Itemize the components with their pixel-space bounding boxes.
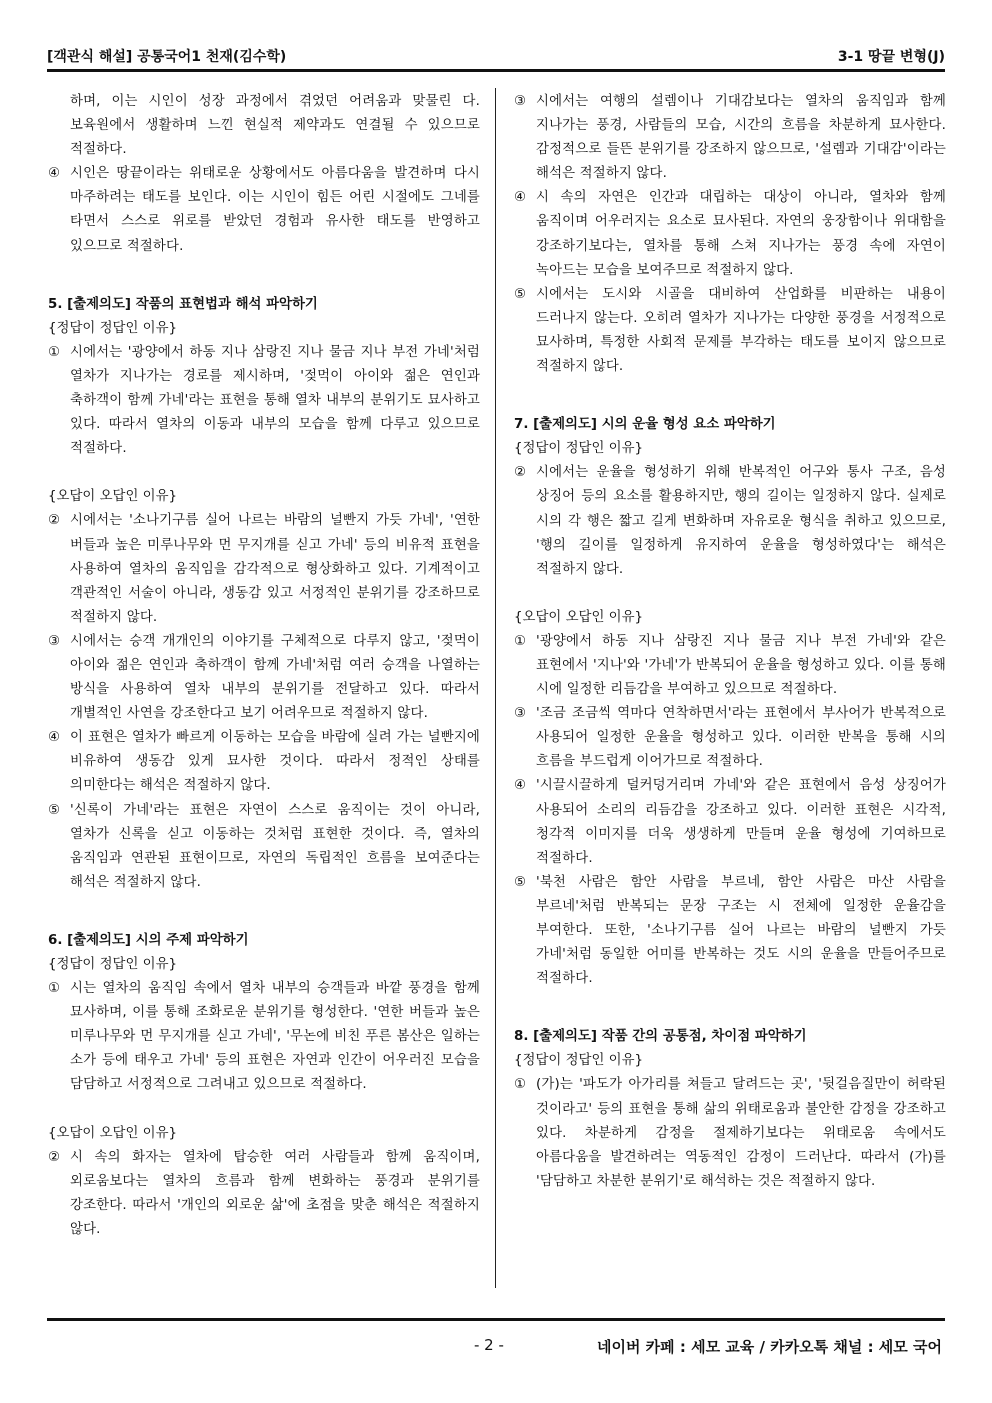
- item-text: 시에서는 승객 개개인의 이야기를 구체적으로 다루지 않고, '젖먹이 아이와 젊은 연인과 축하객이 함께 가네'처럼 여러 승객을 나열하는 방식을 사용하여 열차 내부의 분위기를 전달하고 있다. 따라서 개별적인 사연을 강조한다고 보기 어려우므로 적절하지 않다.: [70, 633, 480, 722]
- item-text: '광양에서 하동 지나 삼랑진 지나 물금 지나 부전 가네'와 같은 표현에서 '지나'와 '가네'가 반복되어 운율을 형성하고 있다. 이를 통해 시에 일정한 리듬감을 부여하고 있으므로 적절하다.: [536, 633, 946, 698]
- item-text: '신록이 가네'라는 표현은 자연이 스스로 움직이는 것이 아니라, 열차가 신록을 싣고 이동하는 것처럼 표현한 것이다. 즉, 열차의 움직임과 연관된 표현이므로, 자연의 독립적인 흐름을 보여준다는 해석은 적절하지 않다.: [70, 802, 480, 890]
- item-text: 시에서는 '소나기구름 실어 나르는 바람의 널빤지 가듯 가네', '연한 버들과 높은 미루나무와 먼 무지개를 싣고 가네' 등의 비유적 표현을 사용하여 열차의 움직임을 감각적으로 형상화하고 있다. 기계적이고 객관적인 서술이 아니라, 생동감 있고 서정적인 분위기를 강조하므로 적절하지 않다.: [70, 513, 480, 625]
- item-number: ⑤: [48, 802, 61, 818]
- item-number: ⑤: [514, 874, 527, 890]
- answer-item: [48, 977, 480, 1097]
- item-text: 시인은 땅끝이라는 위태로운 상황에서도 아름다움을 발견하며 다시 마주하려는 태도를 보인다. 이는 시인이 힘든 어린 시절에도 그네를 타면서 스스로 위로를 받았던 경험과 유사한 태도를 반영하고 있으므로 적절하다.: [70, 166, 480, 254]
- correct-reason-label: {정답이 정답인 이유}: [48, 320, 178, 336]
- item-number: ④: [48, 730, 61, 746]
- item-number: ①: [514, 633, 527, 649]
- item-text: 시는 열차의 움직임 속에서 열차 내부의 승객들과 바깥 풍경을 함께 묘사하며, 이를 통해 조화로운 분위기를 형성한다. '연한 버들과 높은 미루나무와 먼 무지개를 싣고 가네', '무논에 비친 푸른 봄산은 일하는 소가 등에 태우고 가네' 등의 표현은 자연과 인간이 어우러진 모습을 담담하고 서정적으로 그려내고 있으므로 적절하다.: [70, 981, 480, 1093]
- question-title: 6. [출제의도] 시의 주제 파악하기: [48, 932, 249, 948]
- item-number: ①: [48, 344, 61, 360]
- item-text: (가)는 '파도가 아가리를 쳐들고 달려드는 곳', '뒷걸음질만이 허락된 것이라고' 등의 표현을 통해 삶의 위태로움과 불안한 감정을 강조하고 있다. 차분하게 감정을 절제하기보다는 위태로움 속에서도 아름다움을 발견하려는 역동적인 감정이 드러난다. 따라서 (가)를 '담담하고 차분한 분위기'로 해석하는 것은 적절하지 않다.: [536, 1077, 946, 1189]
- item-number: ①: [48, 981, 61, 997]
- item-number: ①: [514, 1077, 527, 1093]
- answer-item: [514, 283, 946, 379]
- answer-item: [48, 509, 480, 629]
- question-title: 7. [출제의도] 시의 운율 형성 요소 파악하기: [514, 417, 776, 433]
- page-number: - 2 -: [474, 1336, 504, 1354]
- page-header: [47, 44, 945, 68]
- right-column: [514, 90, 946, 1194]
- item-number: ③: [514, 94, 527, 109]
- item-number: ②: [48, 1149, 61, 1165]
- item-text: 시에서는 운율을 형성하기 위해 반복적인 어구와 통사 구조, 음성 상징어 등의 요소를 활용하지만, 행의 길이는 일정하지 않다. 실제로 시의 각 행은 짧고 길게 변화하며 자유로운 형식을 취하고 있으므로, '행의 길이를 일정하게 유지하여 운율을 형성하였다'는 해석은 적절하지 않다.: [536, 465, 946, 577]
- item-text: 시에서는 도시와 시골을 대비하여 산업화를 비판하는 내용이 드러나지 않는다. 오히려 열차가 지나가는 다양한 풍경을 서정적으로 묘사하며, 특정한 사회적 문제를 부각하는 태도를 보이지 않으므로 적절하지 않다.: [536, 286, 946, 375]
- answer-item: [48, 162, 480, 258]
- footer-channel-info: 네이버 카페 : 세모 교육 / 카카오톡 채널 : 세모 국어: [596, 1338, 942, 1356]
- item-number: ②: [514, 465, 527, 481]
- answer-item: [514, 871, 946, 991]
- answer-item: [48, 726, 480, 798]
- answer-item: [514, 1073, 946, 1193]
- wrong-reason-label: {오답이 오답인 이유}: [514, 609, 644, 625]
- item-text: '조금 조금씩 역마다 연착하면서'라는 표현에서 부사어가 반복적으로 사용되어 일정한 운율을 형성하고 있다. 이러한 반복을 통해 시의 흐름을 부드럽게 이어가므로 적절하다.: [536, 706, 946, 770]
- header-rule: [47, 69, 945, 72]
- answer-item: [48, 1146, 480, 1242]
- answer-item: [514, 461, 946, 581]
- item-number: ④: [514, 190, 527, 206]
- answer-item: [514, 90, 946, 186]
- item-number: ③: [48, 633, 61, 649]
- item-number: ②: [48, 513, 61, 529]
- wrong-reason-label: {오답이 오답인 이유}: [48, 489, 178, 505]
- header-title: [객관식 해설] 공통국어1 천재(김수학): [47, 49, 287, 65]
- item-text: 시 속의 화자는 열차에 탑승한 여러 사람들과 함께 움직이며, 외로움보다는 열차의 흐름과 함께 변화하는 풍경과 분위기를 강조한다. 따라서 '개인의 외로운 삶'에 초점을 맞춘 해석은 적절하지 않다.: [70, 1149, 480, 1237]
- item-text: 시에서는 '광양에서 하동 지나 삼랑진 지나 물금 지나 부전 가네'처럼 열차가 지나가는 경로를 제시하며, '젖먹이 아이와 젊은 연인과 축하객이 함께 가네'라는 표현을 통해 열차 내부의 분위기도 묘사하고 있다. 따라서 열차의 이동과 내부의 모습을 함께 다루고 있으므로 적절하다.: [70, 344, 480, 457]
- column-divider: [495, 88, 496, 1288]
- item-number: ④: [514, 778, 527, 794]
- correct-reason-label: {정답이 정답인 이유}: [514, 441, 644, 457]
- answer-item: [48, 630, 480, 726]
- item-text: 시 속의 자연은 인간과 대립하는 대상이 아니라, 열차와 함께 움직이며 어우러지는 요소로 묘사된다. 자연의 웅장함이나 위대함을 강조하기보다는, 열차를 통해 스쳐 지나가는 풍경 속에 자연이 녹아드는 모습을 보여주므로 적절하지 않다.: [536, 190, 946, 278]
- wrong-reason-label: {오답이 오답인 이유}: [48, 1125, 178, 1141]
- question-title: 8. [출제의도] 작품 간의 공통점, 차이점 파악하기: [514, 1029, 807, 1045]
- left-column: [48, 90, 480, 1242]
- item-number: ③: [514, 706, 527, 722]
- header-exam-label: 3-1 땅끝 변형(J): [837, 49, 945, 65]
- correct-reason-label: {정답이 정답인 이유}: [514, 1053, 644, 1069]
- answer-item: [514, 702, 946, 774]
- item-number: ⑤: [514, 286, 527, 302]
- footer-rule: [47, 1318, 945, 1321]
- continued-text: 하며, 이는 시인이 성장 과정에서 겪었던 어려움과 맞물린 다. 보육원에서 생활하며 느낀 현실적 제약과도 연결될 수 있으므로 적절하다.: [70, 94, 480, 158]
- item-number: ④: [48, 166, 61, 182]
- answer-item: [514, 774, 946, 870]
- item-text: '북천 사람은 함안 사람을 부르네, 함안 사람은 마산 사람을 부르네'처럼 반복되는 문장 구조는 시 전체에 일정한 운율감을 부여한다. 또한, '소나기구름 실어 나르는 바람의 널빤지 가듯 가네'처럼 동일한 어미를 반복하는 것도 시의 운율을 만들어주므로 적절하다.: [536, 874, 946, 987]
- question-title: 5. [출제의도] 작품의 표현법과 해석 파악하기: [48, 296, 318, 312]
- answer-item: [514, 630, 946, 702]
- answer-item: [48, 799, 480, 895]
- item-text: 시에서는 여행의 설렘이나 기대감보다는 열차의 움직임과 함께 지나가는 풍경, 사람들의 모습, 시간의 흐름을 차분하게 묘사한다. 감정적으로 들뜬 분위기를 강조하지 않으므로, '설렘과 기대감'이라는 해석은 적절하지 않다.: [536, 94, 946, 182]
- item-text: 이 표현은 열차가 빠르게 이동하는 모습을 바람에 실려 가는 널빤지에 비유하여 생동감 있게 묘사한 것이다. 따라서 정적인 상태를 의미한다는 해석은 적절하지 않다.: [70, 730, 480, 794]
- answer-item: [514, 186, 946, 282]
- item-text: '시끌시끌하게 덜커덩거리며 가네'와 같은 표현에서 음성 상징어가 사용되어 소리의 리듬감을 강조하고 있다. 이러한 표현은 시각적, 청각적 이미지를 더욱 생생하게 만들며 운율 형성에 기여하므로 적절하다.: [536, 778, 946, 866]
- correct-reason-label: {정답이 정답인 이유}: [48, 957, 178, 972]
- answer-item: [48, 341, 480, 461]
